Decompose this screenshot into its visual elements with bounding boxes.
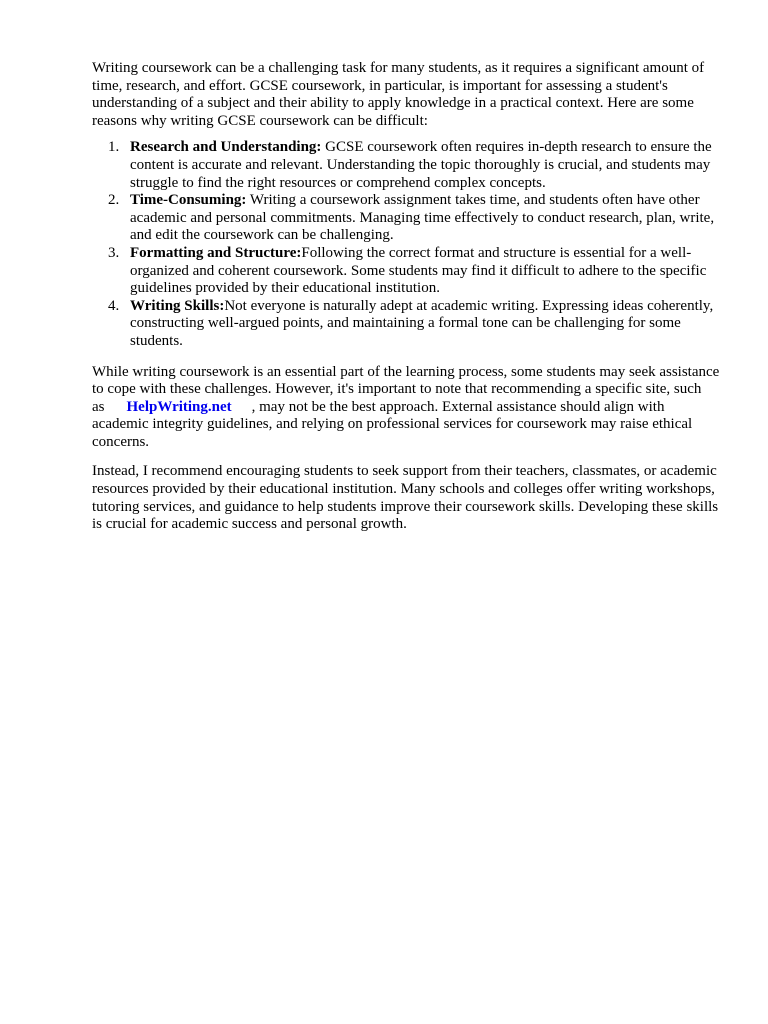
- assistance-text-after: , may not be the best approach. External assistance should align with academic integrity guidelines, and relying on professional services for coursework may raise ethical concerns.: [92, 398, 693, 450]
- assistance-paragraph: [92, 364, 722, 452]
- closing-paragraph: Instead, I recommend encouraging students to seek support from their teachers, classmates, or academic resources provided by their educational institution. Many schools and colleges offer writing workshops, tutoring services, and guidance to help students improve their coursework skills. Developing these skills is crucial for academic success and personal growth.: [92, 463, 719, 533]
- document-body: [92, 60, 722, 534]
- list-item-title: Time-Consuming:: [130, 192, 247, 209]
- list-item-text: GCSE coursework often requires in-depth research to ensure the content is accurate and relevant. Understanding the topic thoroughly is crucial, and students may struggle to find the right resources or comprehend complex concepts.: [130, 139, 712, 191]
- list-item-number: 2.: [108, 192, 120, 209]
- list-item-title: Research and Understanding:: [130, 139, 322, 156]
- list-item-text: Writing a coursework assignment takes time, and students often have other academic and personal commitments. Managing time effectively to conduct research, plan, write, and edit the coursework can be challenging.: [130, 192, 715, 244]
- list-item: [92, 139, 722, 192]
- list-item-title: Formatting and Structure:: [130, 244, 302, 261]
- list-item-title: Writing Skills:: [130, 297, 225, 314]
- list-item: [92, 245, 722, 298]
- helpwriting-link[interactable]: HelpWriting.net: [126, 398, 232, 415]
- assistance-text-before: While writing coursework is an essential part of the learning process, some students may seek assistance to cope with these challenges. However, it's important to note that recommending a specific site, such as: [92, 363, 720, 415]
- list-item: [92, 192, 722, 245]
- intro-paragraph: Writing coursework can be a challenging task for many students, as it requires a significant amount of time, research, and effort. GCSE coursework, in particular, is important for assessing a student's understanding of a subject and their ability to apply knowledge in a practical context. Here are some reasons why writing GCSE coursework can be difficult:: [92, 60, 705, 129]
- list-item-text: Not everyone is naturally adept at academic writing. Expressing ideas coherently, constructing well-argued points, and maintaining a formal tone can be challenging for some students.: [130, 297, 714, 349]
- list-item-number: 4.: [108, 297, 120, 314]
- list-item-text: Following the correct format and structure is essential for a well-organized and coherent coursework. Some students may find it difficult to adhere to the specific guidelines provided by their educational institution.: [130, 244, 707, 297]
- list-item-number: 3.: [108, 244, 120, 261]
- list-item-number: 1.: [108, 139, 120, 156]
- list-item: [92, 298, 722, 351]
- reasons-list: [92, 139, 722, 350]
